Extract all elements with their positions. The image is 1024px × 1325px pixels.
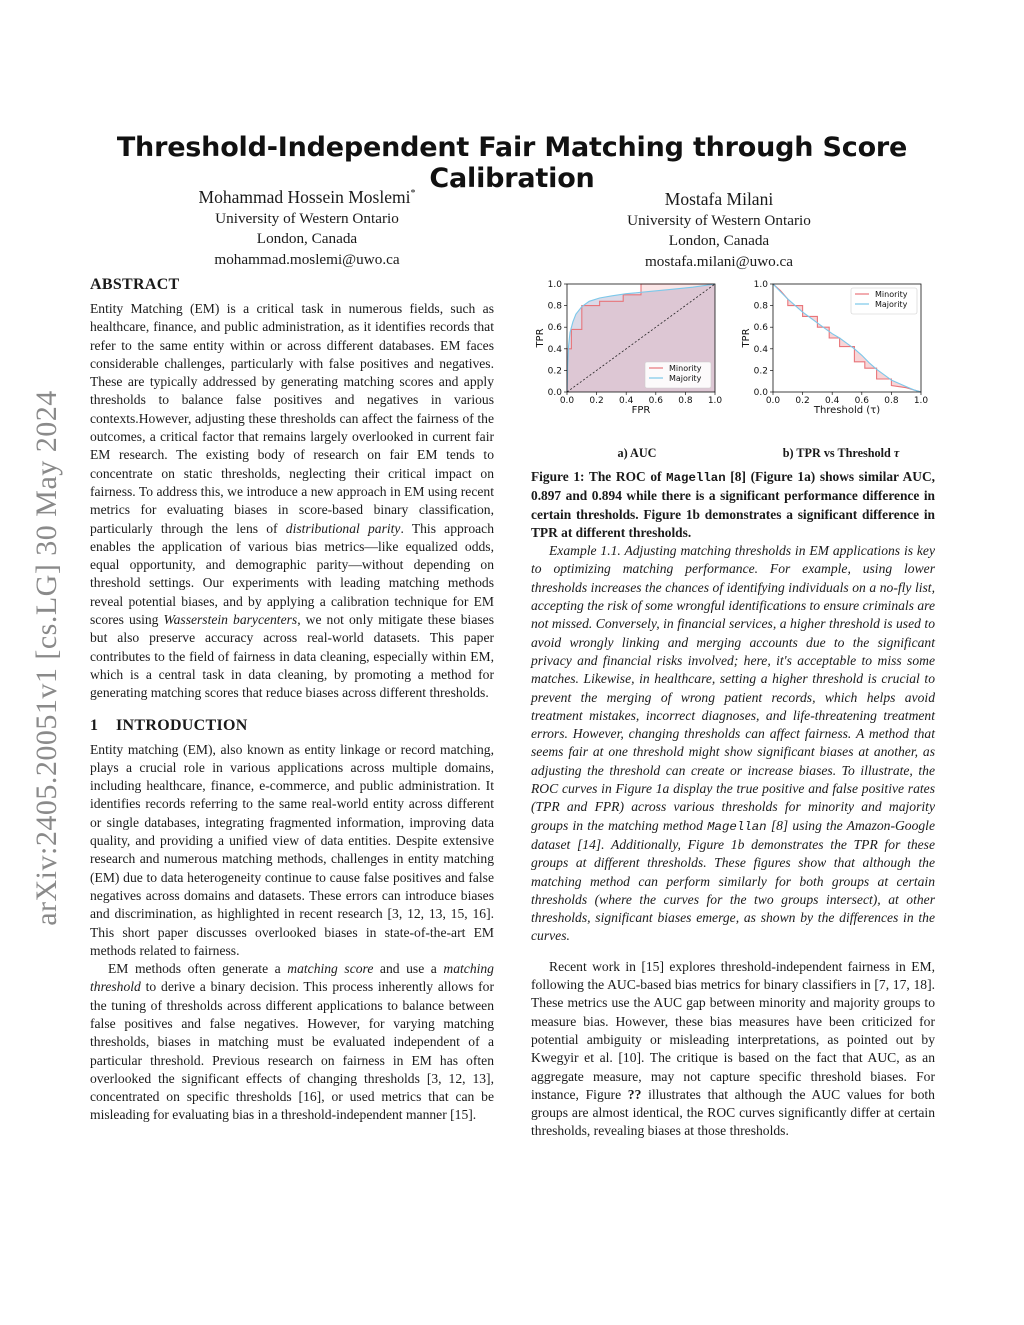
arxiv-identifier <box>18 345 76 970</box>
subcaption-b: b) TPR vs Threshold τ <box>782 446 900 460</box>
x-tick-label: 0.2 <box>589 396 604 406</box>
author-name: Mohammad Hossein Moslemi* <box>198 186 416 207</box>
y-tick-label: 0.2 <box>547 366 562 377</box>
x-tick-label: 0.6 <box>648 396 663 406</box>
paper-title: Threshold-Independent Fair Matching through Score Calibration <box>116 132 908 194</box>
introduction-heading: 1 INTRODUCTION <box>90 716 248 734</box>
legend-label-minority: Minority <box>875 290 908 299</box>
y-tick-label: 0.0 <box>753 388 768 398</box>
x-axis-label: FPR <box>631 405 651 416</box>
author-block-2 <box>549 182 889 272</box>
y-tick-label: 0.2 <box>753 366 768 377</box>
x-tick-label: 0.6 <box>854 396 869 406</box>
x-tick-label: 0.8 <box>884 396 899 406</box>
y-axis-label: TPR <box>535 328 546 348</box>
author-block-1 <box>137 182 477 270</box>
y-axis-label: TPR <box>741 328 752 348</box>
x-tick-label: 0.2 <box>795 396 810 406</box>
introduction-paragraph-2: EM methods often generate a matching score and use a matching threshold to derive a binary decision. This process inherently allows for the tuning of thresholds across different applications to balance between false positives and false negatives. However, for varying matching thresholds, biases in matching must be evaluated independent of a particular threshold. Previous research on fairness in EM has often overlooked the significant effects of changing thresholds [3, 12, 13], concentrated on specific thresholds [16], or used metrics that can be misleading for evaluating bias in a threshold-independent manner [15]. <box>90 961 494 1123</box>
x-axis-label: Threshold (τ) <box>813 405 881 416</box>
author-name: Mostafa Milani <box>664 188 774 209</box>
figure-subcaptions <box>531 446 935 468</box>
x-tick-label: 0.0 <box>559 396 575 406</box>
subcaption-a: a) AUC <box>617 446 657 460</box>
right-column <box>531 276 935 1141</box>
x-tick-label: 0.4 <box>619 396 634 406</box>
x-tick-label: 1.0 <box>913 396 929 406</box>
y-tick-label: 0.0 <box>547 388 562 398</box>
x-tick-label: 0.8 <box>678 396 693 406</box>
y-tick-label: 0.6 <box>547 323 562 334</box>
x-tick-label: 0.0 <box>765 396 781 406</box>
y-tick-label: 0.8 <box>547 301 562 312</box>
figure-1 <box>531 276 935 446</box>
figure-caption: Figure 1: The ROC of Magellan [8] (Figure 1a) shows similar AUC, 0.897 and 0.894 while there is a significant performance difference in certain thresholds. Figure 1b demonstrates a significant difference in TPR at different thresholds. <box>531 469 935 540</box>
y-tick-label: 1.0 <box>753 280 768 290</box>
x-tick-label: 0.4 <box>825 396 840 406</box>
section-number: 1 <box>90 716 99 734</box>
abstract-heading: ABSTRACT <box>90 276 180 293</box>
legend-label-minority: Minority <box>669 364 702 373</box>
introduction-paragraph-1: Entity matching (EM), also known as entity linkage or record matching, plays a crucial role in various applications across multiple domains, including healthcare, finance, e-commerce, and public administration. It identifies records referring to the same real-world entity across different or single databases, integrating fragmented information, improving data quality, and providing a unified view of data entities. Despite extensive research and numerous matching methods, challenges in entity matching (EM) due to data heterogeneity continue to cause false positives and false negatives across domains and datasets. These errors can introduce biases and discrimination, as highlighted in recent research [3, 12, 13, 15, 16]. This short paper discusses overlooked biases in state-of-the-art EM methods related to fairness. <box>90 741 494 958</box>
x-tick-label: 1.0 <box>707 396 723 406</box>
author-footnote-mark: * <box>410 188 416 199</box>
y-tick-label: 0.4 <box>753 344 768 355</box>
example-paragraph: Example 1.1. Adjusting matching thresholds in EM applications is key to optimizing matching performance. For example, using lower thresholds increases the chances of identifying individuals on a no-fly list, accepting the risk of some wrongful identifications to ensure criminals are not missed. Conversely, in financial services, a higher threshold is used to avoid wrongly linking and merging accounts due to the significant privacy and financial risks involved; here, it's acceptable to miss some matches. Likewise, in healthcare, setting a higher threshold is crucial to prevent the merging of wrong patient records, which helps avoid treatment mistakes, incorrect diagnoses, and life-threatening treatment errors. However, changing thresholds can affect fairness. A method that seems fair at one threshold might show significant biases at another, as adjusting the threshold can create or increase biases. To illustrate, the ROC curves in Figure 1a display the true positive and false positive rates (TPR and FPR) across various thresholds for minority and majority groups in the matching method Magellan [8] using the Amazon-Google dataset [14]. Additionally, Figure 1b demonstrates the TPR for these groups at different thresholds. These figures show that although the matching method can perform similarly for both groups at certain thresholds (where the curves for the two groups intersect), at other thresholds, significant biases emerge, as shown by the differences in the curves. <box>531 543 935 944</box>
author-affiliation: University of Western Ontario <box>627 211 811 229</box>
author-location: London, Canada <box>256 230 358 248</box>
author-affiliation: University of Western Ontario <box>215 209 399 227</box>
left-column <box>90 276 494 1125</box>
y-tick-label: 1.0 <box>547 280 562 290</box>
author-email: mostafa.milani@uwo.ca <box>644 252 794 270</box>
author-email: mohammad.moslemi@uwo.ca <box>214 250 400 268</box>
y-tick-label: 0.8 <box>753 301 768 312</box>
arxiv-identifier-text: arXiv:2405.20051v1 [cs.LG] 30 May 2024 <box>30 389 63 926</box>
roc-chart <box>531 276 731 426</box>
legend-label-majority: Majority <box>875 300 908 309</box>
tpr-threshold-chart <box>737 276 937 426</box>
y-tick-label: 0.6 <box>753 323 768 334</box>
y-tick-label: 0.4 <box>547 344 562 355</box>
legend-label-majority: Majority <box>669 374 702 383</box>
abstract-text: Entity Matching (EM) is a critical task in numerous fields, such as healthcare, finance, and public administration, as it identifies records that refer to the same entity within or across different databases. EM faces considerable challenges, particularly with false positives and negatives. These are typically addressed by generating matching scores and apply thresholds to balance false positives and negatives in various contexts.However, adjusting these thresholds can affect the fairness of the outcomes, a critical factor that remains largely overlooked in current fair EM research. The existing body of research on fair EM tends to concentrate on static thresholds, neglecting their critical impact on fairness. To address this, we introduce a new approach in EM using recent metrics for evaluating biases in score-based binary classification, particularly through the lens of distributional parity. This approach enables the application of various bias metrics—like equalized odds, equal opportunity, and demographic parity—without depending on threshold settings. Our experiments with leading matching methods reveal potential biases, and by applying a calibration technique for EM scores using Wasserstein barycenters, we not only mitigate these biases but also preserve accuracy across real-world datasets. This paper contributes to the field of fairness in data cleaning, especially within EM, which is a central task in data cleaning, by promoting a method for generating matching scores that reduce biases across different thresholds. <box>90 301 494 701</box>
recent-work-paragraph: Recent work in [15] explores threshold-independent fairness in EM, following the AUC-based bias metrics for binary classifiers in [7, 17, 18]. These metrics use the AUC gap between minority and majority groups to measure bias. However, these bias measures have been criticized for potential ambiguity or misleading interpretations, as pointed out by Kwegyir et al. [10]. The critique is based on the fact that AUC, as an aggregate measure, may not capture specific threshold biases. For instance, Figure ?? illustrates that although the AUC values for both groups are almost identical, the ROC curves significantly differ at certain thresholds, revealing biases at those thresholds. <box>531 958 935 1139</box>
author-location: London, Canada <box>668 232 770 250</box>
